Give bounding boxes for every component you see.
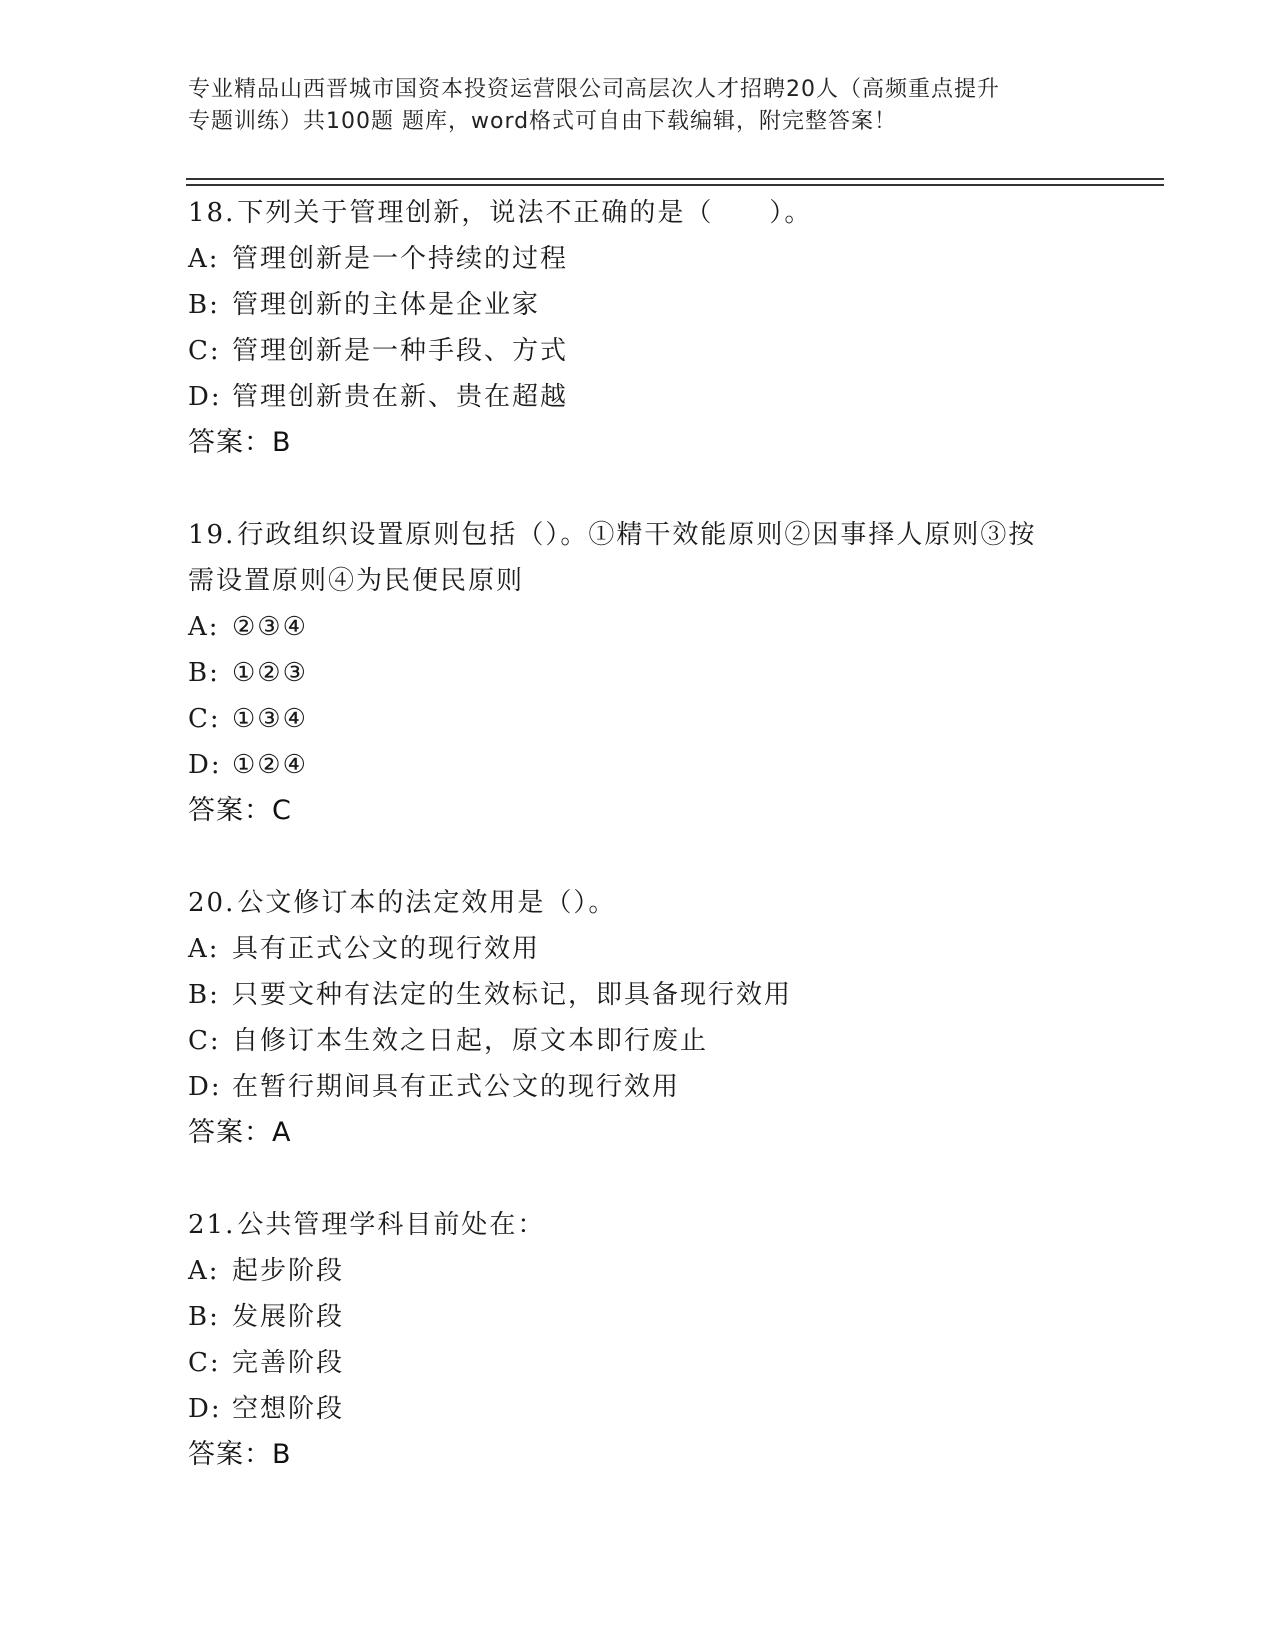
option-a <box>188 926 1128 972</box>
question-stem <box>188 190 1128 236</box>
question-number: 21. <box>188 1210 236 1240</box>
option-letter: A: <box>188 1256 220 1286</box>
option-d <box>188 374 1128 420</box>
option-text: 只要文种有法定的生效标记，即具备现行效用 <box>232 980 793 1010</box>
option-text: 完善阶段 <box>232 1348 345 1378</box>
option-letter: A: <box>188 612 220 642</box>
option-letter: A: <box>188 934 220 964</box>
option-text: 空想阶段 <box>232 1394 345 1424</box>
header-divider-top <box>186 178 1164 180</box>
option-letter: C: <box>188 1026 221 1056</box>
question-text: 公共管理学科目前处在： <box>237 1210 546 1240</box>
header-divider-bottom <box>186 184 1164 186</box>
option-letter: B: <box>188 980 220 1010</box>
option-letter: C: <box>188 336 221 366</box>
option-text: 自修订本生效之日起，原文本即行废止 <box>232 1026 709 1056</box>
option-letter: B: <box>188 658 220 688</box>
question-text: 公文修订本的法定效用是（）。 <box>237 888 617 918</box>
option-letter: B: <box>188 290 220 320</box>
option-a <box>188 1248 1128 1294</box>
header-title-line-2: 专题训练）共100题 题库，word格式可自由下载编辑，附完整答案！ <box>188 109 898 134</box>
option-letter: B: <box>188 1302 220 1332</box>
answer-line: 答案：B <box>188 1439 292 1470</box>
option-text: 发展阶段 <box>232 1302 345 1332</box>
question-text: 行政组织设置原则包括（）。①精干效能原则②因事择人原则③按 <box>237 520 1037 550</box>
option-letter: D: <box>188 1394 222 1424</box>
option-text: 管理创新是一个持续的过程 <box>232 244 569 274</box>
answer-line: 答案：B <box>188 427 292 458</box>
question-number: 20. <box>188 888 236 918</box>
option-text: 管理创新贵在新、贵在超越 <box>232 382 569 412</box>
option-text: ①②④ <box>232 750 308 780</box>
question-number: 18. <box>188 198 236 228</box>
option-c <box>188 1018 1128 1064</box>
option-b <box>188 1294 1128 1340</box>
option-c <box>188 1340 1128 1386</box>
answer-line: 答案：C <box>188 795 292 826</box>
question-18 <box>188 190 1128 466</box>
option-letter: A: <box>188 244 220 274</box>
option-a <box>188 236 1128 282</box>
page-header <box>188 74 1088 138</box>
question-21 <box>188 1202 1128 1478</box>
option-letter: C: <box>188 704 221 734</box>
option-letter: C: <box>188 1348 221 1378</box>
option-text: 管理创新是一种手段、方式 <box>232 336 569 366</box>
option-d <box>188 1386 1128 1432</box>
answer-line: 答案：A <box>188 1117 292 1148</box>
option-c <box>188 696 1128 742</box>
option-b <box>188 972 1128 1018</box>
option-letter: D: <box>188 382 222 412</box>
option-letter: D: <box>188 750 222 780</box>
question-text: 下列关于管理创新，说法不正确的是（ ）。 <box>237 198 813 228</box>
option-text: ②③④ <box>232 612 308 642</box>
option-d <box>188 1064 1128 1110</box>
option-text: ①②③ <box>232 658 308 688</box>
option-d <box>188 742 1128 788</box>
option-text: 管理创新的主体是企业家 <box>232 290 541 320</box>
question-20 <box>188 880 1128 1156</box>
question-number: 19. <box>188 520 236 550</box>
question-stem-continued: 需设置原则④为民便民原则 <box>188 566 525 596</box>
question-stem <box>188 880 1128 926</box>
option-a <box>188 604 1128 650</box>
option-b <box>188 650 1128 696</box>
question-list <box>188 190 1128 1524</box>
option-letter: D: <box>188 1072 222 1102</box>
option-text: 起步阶段 <box>232 1256 345 1286</box>
option-c <box>188 328 1128 374</box>
option-text: 在暂行期间具有正式公文的现行效用 <box>232 1072 681 1102</box>
question-19 <box>188 512 1128 834</box>
question-stem <box>188 1202 1128 1248</box>
question-stem <box>188 512 1128 558</box>
option-b <box>188 282 1128 328</box>
header-title-line-1: 专业精品山西晋城市国资本投资运营限公司高层次人才招聘20人（高频重点提升 <box>188 77 1000 102</box>
option-text: ①③④ <box>232 704 308 734</box>
option-text: 具有正式公文的现行效用 <box>232 934 541 964</box>
